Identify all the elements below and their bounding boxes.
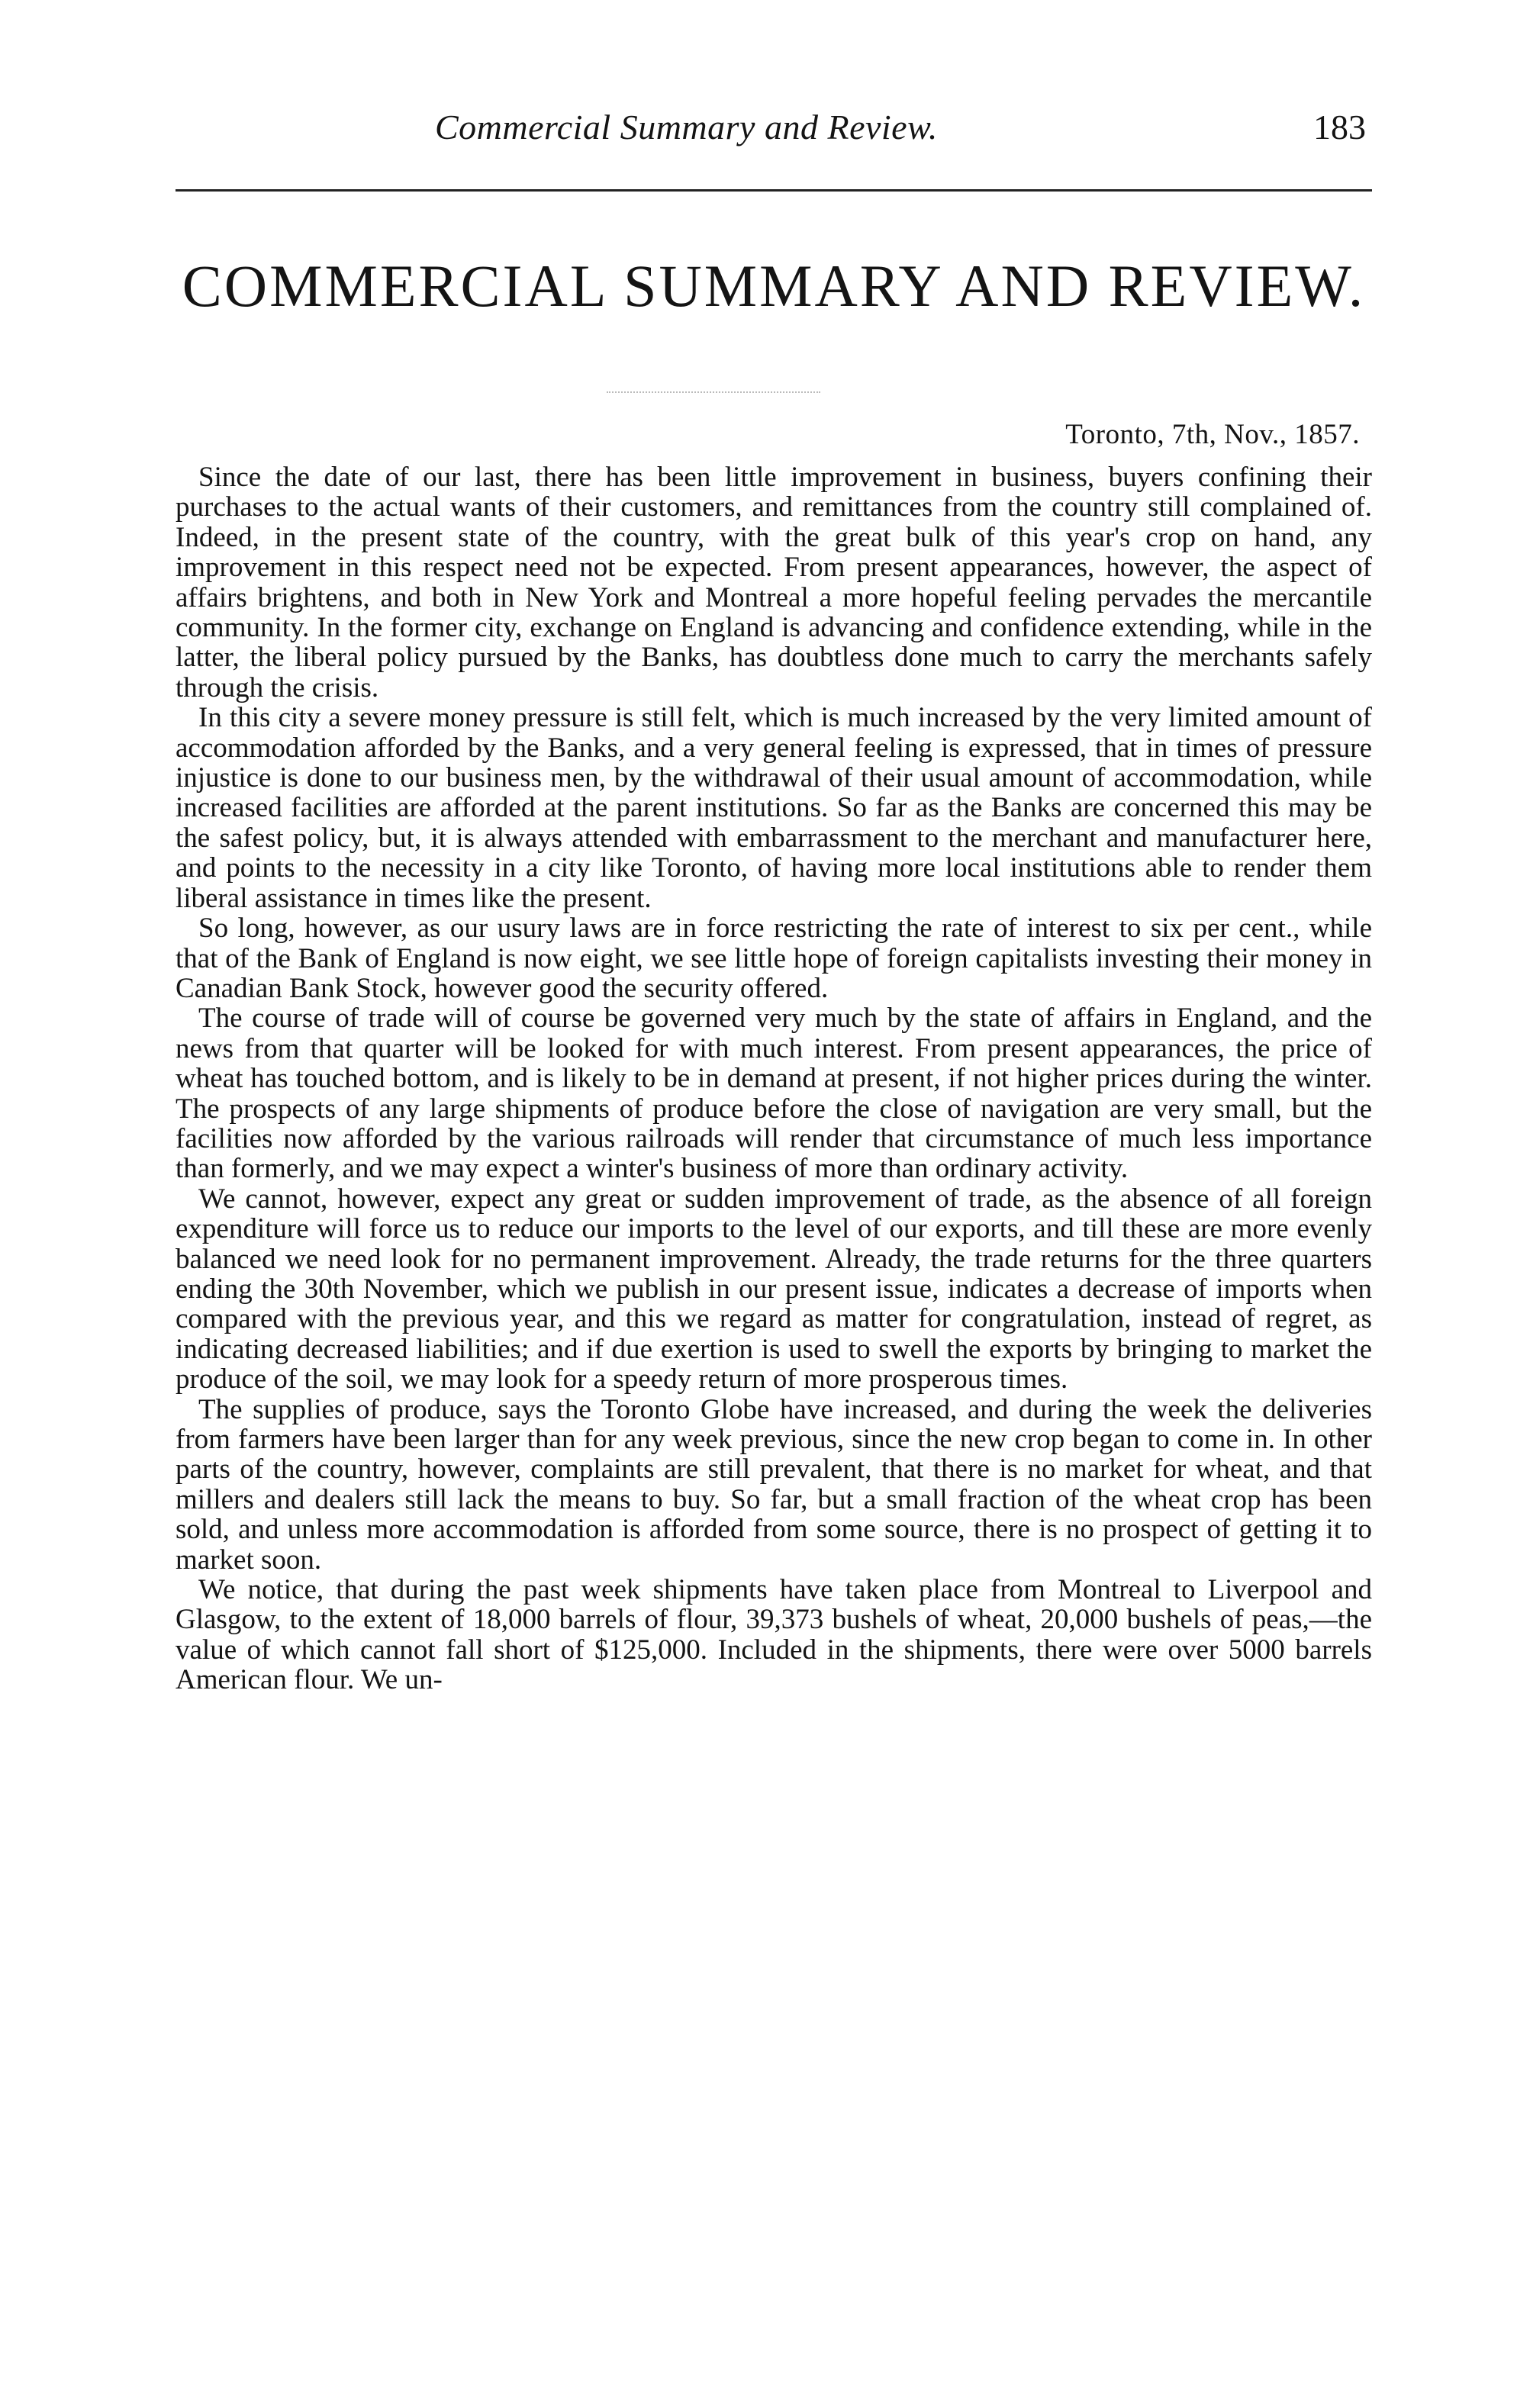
paragraph-7: We notice, that during the past week shipments have taken place from Montreal to Liverpool and Glasgow, to the extent of 18,000 barrels of flour, 39,373 bushels of wheat, 20,000 bushels of peas,—the value of which cannot fall short of $125,000. Included in the shipments, there were over 5000 barrels American flour. We un- xyxy=(176,1574,1372,1696)
title-divider xyxy=(607,391,820,393)
running-head xyxy=(176,107,1366,153)
dateline: Toronto, 7th, Nov., 1857. xyxy=(1065,419,1360,450)
page-number: 183 xyxy=(1313,108,1366,146)
paragraph-4: The course of trade will of course be governed very much by the state of affairs in England, and the news from that quarter will be looked for with much interest. From present appearances, the price of wheat has touched bottom, and is likely to be in demand at present, if not higher prices during the winter. The prospects of any large shipments of produce before the close of navigation are very small, but the facilities now afforded by the various railroads will render that circumstance of much less importance than formerly, and we may expect a winter's business of more than ordinary activity. xyxy=(176,1003,1372,1185)
paragraph-3: So long, however, as our usury laws are in force restricting the rate of interest to six per cent., while that of the Bank of England is now eight, we see little hope of foreign capitalists investing their money in Canadian Bank Stock, however good the security offered. xyxy=(176,913,1372,1004)
running-title: Commercial Summary and Review. xyxy=(435,108,938,146)
article-title: COMMERCIAL SUMMARY AND REVIEW. xyxy=(182,253,1366,319)
paragraph-5: We cannot, however, expect any great or sudden improvement of trade, as the absence of all foreign expenditure will force us to reduce our imports to the level of our exports, and till these are more evenly balanced we need look for no permanent improvement. Already, the trade returns for the three quarters ending the 30th November, which we publish in our present issue, indicates a decrease of imports when compared with the previous year, and this we regard as matter for congratulation, instead of regret, as indicating decreased liabilities; and if due exertion is used to swell the exports by bringing to market the produce of the soil, we may look for a speedy return of more prosperous times. xyxy=(176,1183,1372,1396)
article-body xyxy=(176,462,1372,1695)
header-rule xyxy=(176,189,1372,192)
paragraph-2: In this city a severe money pressure is still felt, which is much increased by the very limited amount of accommodation afforded by the Banks, and a very general feeling is expressed, that in times of pressure injustice is done to our business men, by the withdrawal of their usual amount of accommodation, while increased facilities are afforded at the parent institutions. So far as the Banks are concerned this may be the safest policy, but, it is always attended with embarrassment to the merchant and manufacturer here, and points to the necessity in a city like Toronto, of having more local institutions able to render them liberal assistance in times like the present. xyxy=(176,702,1372,914)
paragraph-1: Since the date of our last, there has been little improvement in business, buyers confining their purchases to the actual wants of their customers, and remittances from the country still complained of. Indeed, in the present state of the country, with the great bulk of this year's crop on hand, any improvement in this respect need not be expected. From present appearances, however, the aspect of affairs brightens, and both in New York and Montreal a more hopeful feeling pervades the mercantile community. In the former city, exchange on England is advancing and confidence extending, while in the latter, the liberal policy pursued by the Banks, has doubtless done much to carry the merchants safely through the crisis. xyxy=(176,462,1372,703)
paragraph-6: The supplies of produce, says the Toronto Globe have increased, and during the week the deliveries from farmers have been larger than for any week previous, since the new crop began to come in. In other parts of the country, however, complaints are still prevalent, that there is no market for wheat, and that millers and dealers still lack the means to buy. So far, but a small fraction of the wheat crop has been sold, and unless more accommodation is afforded from some source, there is no prospect of getting it to market soon. xyxy=(176,1393,1372,1576)
